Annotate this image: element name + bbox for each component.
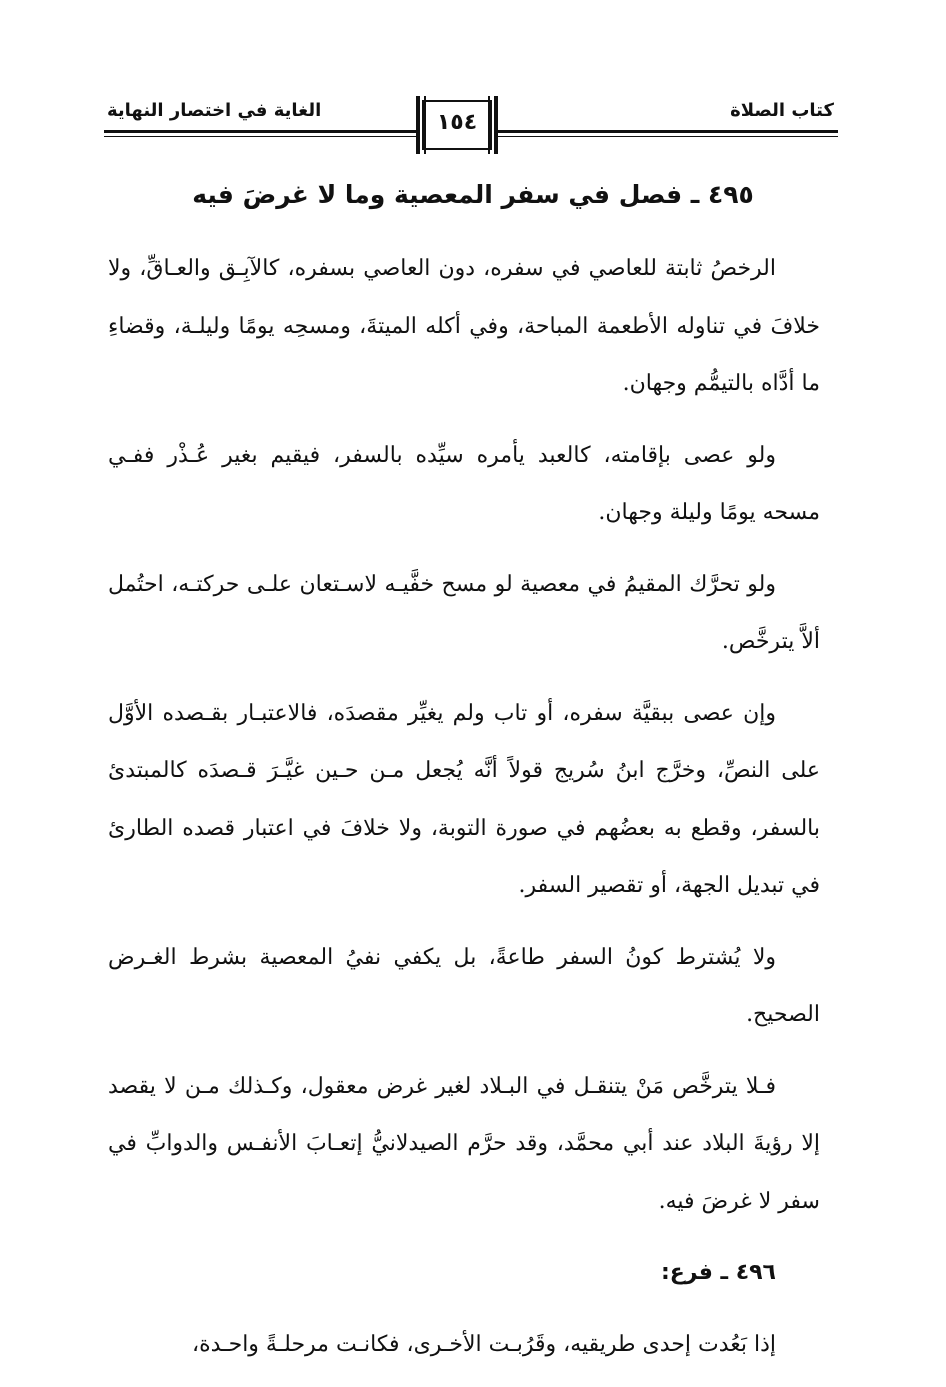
paragraph: الرخصُ ثابتة للعاصي في سفره، دون العاصي بسفره، كالآبِـق والعـاقِّ، ولا خلافَ في تناوله الأطعمة المباحة، وفي أكله الميتةَ، ومسحِه يومًا وليلـة، وقضاءِ ما أدَّاه بالتيمُّم وجهان. bbox=[108, 256, 820, 396]
header-rule-right-thin bbox=[498, 136, 838, 137]
running-head-chapter: كتاب الصلاة bbox=[730, 100, 834, 121]
paragraph: ولو تحرَّك المقيمُ في معصية لو مسح خفَّيـه لاسـتعان علـى حركتـه، احتُمل ألاَّ يترخَّص. bbox=[108, 571, 820, 654]
header-rule-right bbox=[498, 130, 838, 133]
page-number-frame bbox=[416, 96, 498, 154]
section-heading: ٤٩٥ ـ فصل في سفر المعصية وما لا غرضَ فيه bbox=[192, 180, 754, 209]
paragraph: ولا يُشترط كونُ السفر طاعةً، بل يكفي نفيُ المعصية بشرط الغـرض الصحيح. bbox=[108, 944, 820, 1027]
paragraph: فـلا يترخَّص مَنْ يتنقـل في البـلاد لغير غرض معقول، وكـذلك مـن لا يقصد إلا رؤيةَ البلاد عند أبي محمَّد، وقد حرَّم الصيدلانيُّ إتعـابَ الأنفـس والدوابِّ في سفر لا غرضَ فيه. bbox=[108, 1073, 820, 1214]
subsection-heading: ٤٩٦ ـ فرع: bbox=[660, 1260, 776, 1285]
paragraph: ولو عصى بإقامته، كالعبد يأمره سيِّده بالسفر، فيقيم بغير عُـذْر ففـي مسحه يومًا وليلة وجهان. bbox=[108, 442, 820, 525]
header-rule-left bbox=[104, 130, 416, 133]
running-head-book-title: الغاية في اختصار النهاية bbox=[107, 100, 322, 121]
body-text bbox=[108, 240, 820, 1387]
header-rule-left-thin bbox=[104, 136, 416, 137]
page-number: ١٥٤ bbox=[436, 110, 478, 135]
paragraph: إذا بَعُدت إحدى طريقيه، وقَرُبـت الأخـرى، فكانـت مرحلـةً واحـدة، bbox=[191, 1331, 776, 1357]
paragraph: وإن عصى ببقيَّة سفره، أو تاب ولم يغيِّر مقصدَه، فالاعتبـار بقـصده الأوَّل على النصِّ، وخرَّج ابنُ سُريج قولاً أنَّه يُجعل مـن حـين غيَّـرَ قـصدَه كالمبتدئ بالسفر، وقطع به بعضُهم في صورة التوبة، ولا خلافَ في اعتبار قصده الطارئ في تبديل الجهة، أو تقصير السفر. bbox=[108, 700, 820, 898]
